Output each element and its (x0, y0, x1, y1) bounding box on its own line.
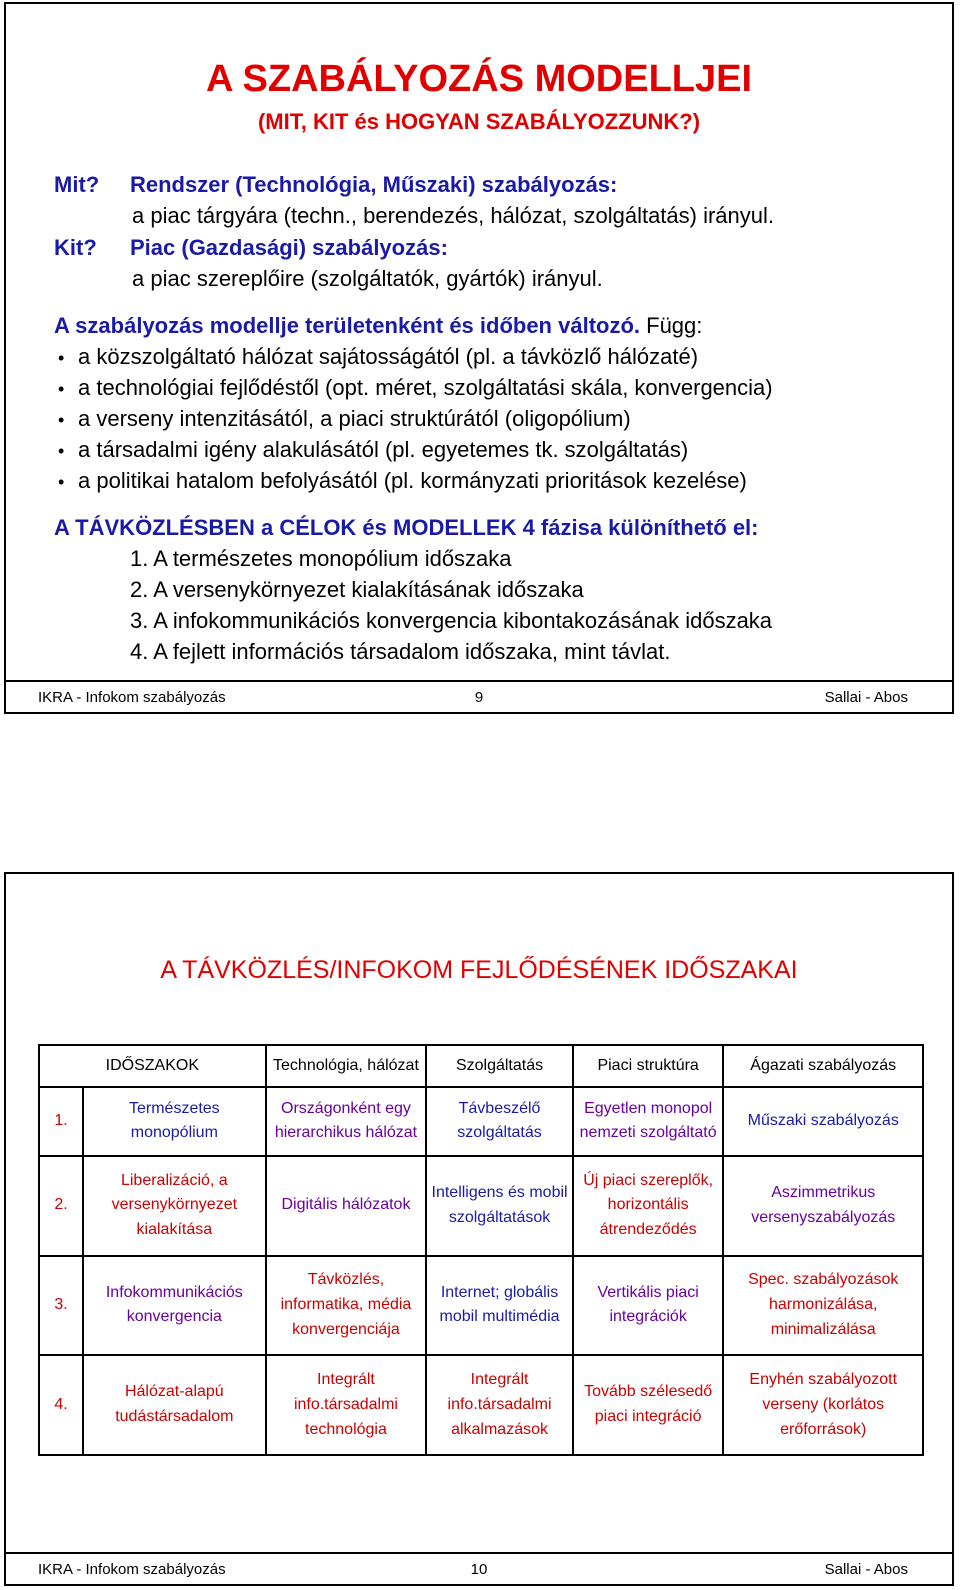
technology-cell: Távközlés, informatika, média konvergenciája (266, 1256, 427, 1356)
regulation-cell: Enyhén szabályozott verseny (korlátos erőforrások) (723, 1355, 923, 1455)
model-line-emphasis: A szabályozás modellje területenként és időben változó. (54, 313, 641, 338)
period-cell: Természetes monopólium (83, 1087, 266, 1156)
row-number: 2. (39, 1156, 83, 1256)
bullet-icon: • (58, 348, 65, 368)
table-header-row (39, 1045, 923, 1087)
footer-course: IKRA - Infokom szabályozás (38, 1561, 226, 1578)
footer-authors: Sallai - Abos (824, 1561, 908, 1578)
market-cell: Új piaci szereplők, horizontális átrendeződés (573, 1156, 724, 1256)
technology-cell: Országonként egy hierarchikus hálózat (266, 1087, 427, 1156)
phase-item: 3. A infokommunikációs konvergencia kibontakozásának időszaka (130, 608, 773, 633)
mit-label: Mit? (54, 172, 100, 197)
footer-page-number: 9 (474, 689, 484, 706)
bullet-icon: • (58, 410, 65, 430)
mit-heading: Rendszer (Technológia, Műszaki) szabályozás: (130, 172, 618, 197)
phase-item: 1. A természetes monopólium időszaka (130, 546, 512, 571)
phase-item: 4. A fejlett információs társadalom időszaka, mint távlat. (130, 639, 671, 664)
market-cell: Egyetlen monopol nemzeti szolgáltató (573, 1087, 724, 1156)
phase-item: 2. A versenykörnyezet kialakításának időszaka (130, 577, 584, 602)
slide-title: A SZABÁLYOZÁS MODELLJEI (205, 58, 753, 100)
kit-heading: Piac (Gazdasági) szabályozás: (130, 235, 448, 260)
bullet-item: a verseny intenzitásától, a piaci struktúrától (oligopólium) (78, 406, 631, 431)
service-cell: Távbeszélő szolgáltatás (426, 1087, 573, 1156)
slide-subtitle: (MIT, KIT és HOGYAN SZABÁLYOZZUNK?) (257, 109, 701, 134)
service-cell: Internet; globális mobil multimédia (426, 1256, 573, 1356)
table-row (39, 1256, 923, 1356)
market-cell: Vertikális piaci integrációk (573, 1256, 724, 1356)
period-cell: Infokommunikációs konvergencia (83, 1256, 266, 1356)
kit-label: Kit? (54, 235, 97, 260)
regulation-cell: Spec. szabályozások harmonizálása, minimalizálása (723, 1256, 923, 1356)
regulation-cell: Aszimmetrikus versenyszabályozás (723, 1156, 923, 1256)
header-market: Piaci struktúra (573, 1045, 724, 1087)
bullet-item: a politikai hatalom befolyásától (pl. kormányzati prioritások kezelése) (78, 468, 747, 493)
slide-footer (6, 1552, 952, 1584)
period-cell: Hálózat-alapú tudástársadalom (83, 1355, 266, 1455)
slide-footer (6, 680, 952, 712)
table-row (39, 1355, 923, 1455)
regulation-cell: Műszaki szabályozás (723, 1087, 923, 1156)
table-row (39, 1087, 923, 1156)
bullet-item: a technológiai fejlődéstől (opt. méret, szolgáltatási skála, konvergencia) (78, 375, 773, 400)
bullet-item: a közszolgáltató hálózat sajátosságától (pl. a távközlő hálózaté) (78, 344, 699, 369)
service-cell: Intelligens és mobil szolgáltatások (426, 1156, 573, 1256)
bullet-icon: • (58, 472, 65, 492)
footer-authors: Sallai - Abos (824, 689, 908, 706)
row-number: 1. (39, 1087, 83, 1156)
footer-page-number: 10 (470, 1561, 488, 1578)
row-number: 4. (39, 1355, 83, 1455)
slide-title: A TÁVKÖZLÉS/INFOKOM FEJLŐDÉSÉNEK IDŐSZAKAI (160, 956, 798, 984)
periods-table (38, 1044, 924, 1456)
row-number: 3. (39, 1256, 83, 1356)
kit-detail: a piac szereplőire (szolgáltatók, gyártók) irányul. (132, 266, 603, 291)
phases-heading: A TÁVKÖZLÉSBEN a CÉLOK és MODELLEK 4 fázisa különíthető el: (54, 515, 759, 540)
market-cell: Tovább szélesedő piaci integráció (573, 1355, 724, 1455)
bullet-icon: • (58, 379, 65, 399)
model-line-rest: Függ: (640, 313, 703, 338)
model-line (54, 313, 702, 339)
header-technology: Technológia, hálózat (266, 1045, 427, 1087)
service-cell: Integrált info.társadalmi alkalmazások (426, 1355, 573, 1455)
bullet-icon: • (58, 441, 65, 461)
slide-9 (4, 2, 954, 714)
slide-10 (4, 872, 954, 1586)
mit-detail: a piac tárgyára (techn., berendezés, hálózat, szolgáltatás) irányul. (132, 203, 775, 228)
period-cell: Liberalizáció, a versenykörnyezet kialakítása (83, 1156, 266, 1256)
technology-cell: Digitális hálózatok (266, 1156, 427, 1256)
technology-cell: Integrált info.társadalmi technológia (266, 1355, 427, 1455)
header-service: Szolgáltatás (426, 1045, 573, 1087)
footer-course: IKRA - Infokom szabályozás (38, 689, 226, 706)
header-regulation: Ágazati szabályozás (723, 1045, 923, 1087)
table-row (39, 1156, 923, 1256)
bullet-item: a társadalmi igény alakulásától (pl. egyetemes tk. szolgáltatás) (78, 437, 689, 462)
header-periods: IDŐSZAKOK (39, 1045, 266, 1087)
